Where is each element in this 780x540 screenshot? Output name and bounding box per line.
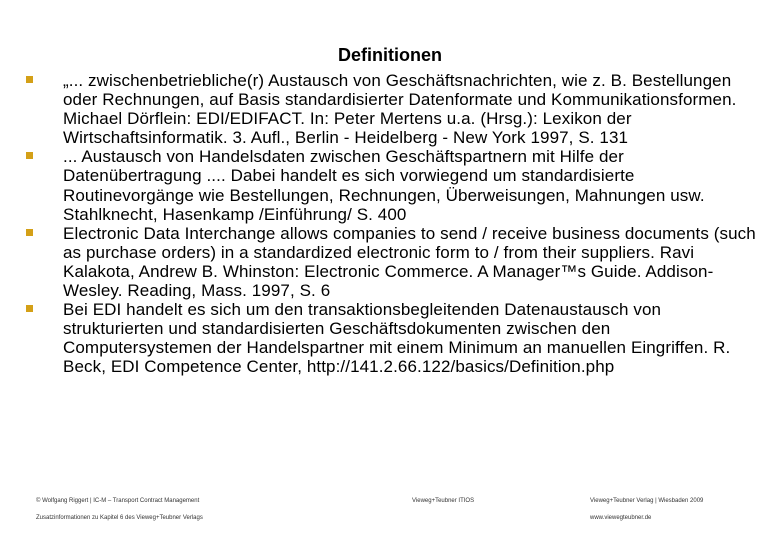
square-bullet-icon [26, 305, 33, 312]
square-bullet-icon [26, 76, 33, 83]
definition-text: Electronic Data Interchange allows companies to send / receive business documents (such as purchase orders) in a standardized electronic form to / from their suppliers. Ravi Kalakota, Andrew B. Whinston: Electronic Commerce. A Manager™s Guide. Addison-Wesley. Reading, Mass. 1997, S. 6 [63, 223, 756, 301]
definition-list [26, 71, 761, 377]
footer-copyright-line: © Wolfgang Riggert | IC-M – Transport Contract Management [36, 498, 200, 504]
square-bullet-icon [26, 229, 33, 236]
definition-item [26, 300, 761, 376]
footer-website-link[interactable]: www.viewegteubner.de [590, 515, 652, 521]
definition-text: Bei EDI handelt es sich um den transaktionsbegleitenden Datenaustausch von strukturierten und standardisierten Geschäftsdokumenten zwischen den Computersystemen der Handelspartner mit einem Minimum an manuellen Eingriffen. R. Beck, EDI Competence Center, http://141.2.66.122/basics/Definition.php [63, 300, 731, 377]
slide-title: Definitionen [338, 45, 442, 65]
footer-publisher: Vieweg+Teubner ITIOS [412, 498, 475, 504]
footer-copyright [36, 497, 203, 531]
square-bullet-icon [26, 152, 33, 159]
footer-supplement-line: Zusatzinformationen zu Kapitel 6 des Vieweg+Teubner Verlags [36, 515, 203, 521]
footer-publisher-info [590, 497, 703, 531]
definition-item [26, 224, 761, 300]
definition-text: ... Austausch von Handelsdaten zwischen Geschäftspartnern mit Hilfe der Datenübertragung .... Dabei handelt es sich vorwiegend um standardisierte Routinevorgänge wie Bestellungen, Rechnungen, Überweisungen, Mahnungen usw. Stahlknecht, Hasenkamp /Einführung/ S. 400 [63, 147, 705, 224]
definition-text: „... zwischenbetriebliche(r) Austausch von Geschäftsnachrichten, wie z. B. Bestellungen oder Rechnungen, auf Basis standardisierter Datenformate und Kommunikationsformen. Michael Dörflein: EDI/EDIFACT. In: Peter Mertens u.a. (Hrsg.): Lexikon der Wirtschaftsinformatik. 3. Aufl., Berlin - Heidelberg - New York 1997, S. 131 [63, 71, 737, 148]
definition-item [26, 71, 761, 147]
definition-item [26, 147, 761, 223]
footer-publisher-line: Vieweg+Teubner Verlag | Wiesbaden 2009 [590, 498, 704, 504]
